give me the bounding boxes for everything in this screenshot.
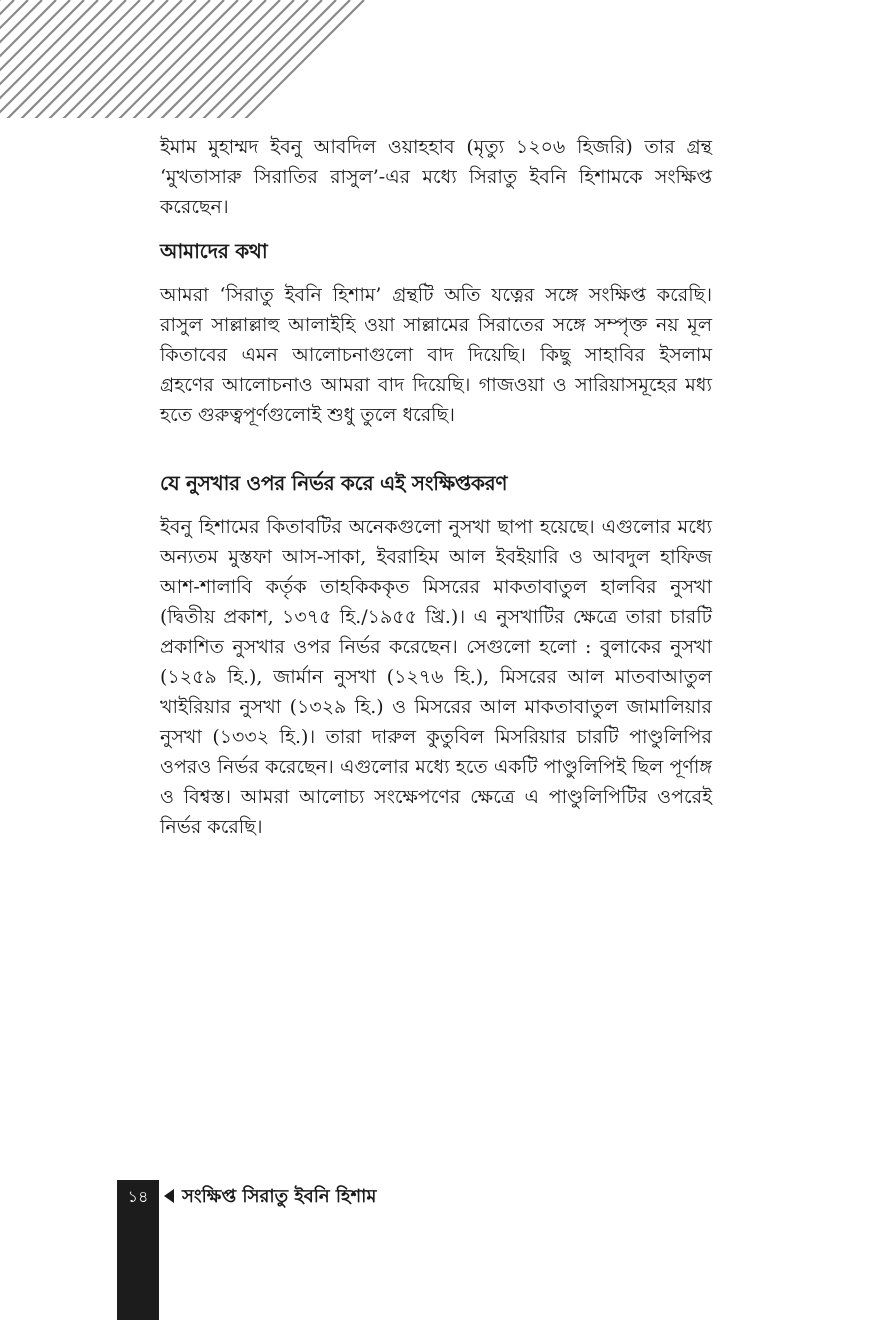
hatch-line bbox=[234, 0, 364, 118]
our-words-paragraph: আমরা ‘সিরাতু ইবনি হিশাম’ গ্রন্থটি অতি যত্নের সঙ্গে সংক্ষিপ্ত করেছি। রাসুল সাল্লাল্লাহু আলাইহি ওয়া সাল্লামের সিরাতের সঙ্গে সম্পৃক্ত নয় মূল কিতাবের এমন আলোচনাগুলো বাদ দিয়েছি। কিছু সাহাবির ইসলাম গ্রহণের আলোচনাও আমরা বাদ দিয়েছি। গাজওয়া ও সারিয়াসমূহের মধ্য হতে গুরুত্বপূর্ণগুলোই শুধু তুলে ধরেছি। bbox=[160, 284, 712, 426]
hatch-line bbox=[164, 0, 294, 118]
hatch-line bbox=[346, 0, 370, 118]
manuscript-paragraph: ইবনু হিশামের কিতাবটির অনেকগুলো নুসখা ছাপা হয়েছে। এগুলোর মধ্যে অন্যতম মুস্তফা আস-সাকা, ইবরাহিম আল ইবইয়ারি ও আবদুল হাফিজ আশ-শালাবি কর্তৃক তাহকিককৃত মিসরের মাকতাবাতুল হালবির নুসখা (দ্বিতীয় প্রকাশ, ১৩৭৫ হি./১৯৫৫ খ্রি.)। এ নুসখাটির ক্ষেত্রে তারা চারটি প্রকাশিত নুসখার ওপর নির্ভর করেছেন। সেগুলো হলো : বুলাকের নুসখা (১২৫৯ হি.), জার্মান নুসখা (১২৭৬ হি.), মিসরের আল মাতবাআতুল খাইরিয়ার নুসখা (১৩২৯ হি.) ও মিসরের আল মাকতাবাতুল জামালিয়ার নুসখা (১৩৩২ হি.)। তারা দারুল কুতুবিল মিসরিয়ার চারটি পাণ্ডুলিপির ওপরও নির্ভর করেছেন। এগুলোর মধ্যে হতে একটি পাণ্ডুলিপিই ছিল পূর্ণাঙ্গ ও বিশ্বস্ত। আমরা আলোচ্য সংক্ষেপণের ক্ষেত্রে এ পাণ্ডুলিপিটির ওপরেই নির্ভর করেছি। bbox=[160, 516, 712, 838]
hatch-line bbox=[0, 0, 98, 118]
hatch-line bbox=[318, 0, 370, 118]
hatch-line bbox=[66, 0, 196, 118]
hatch-line bbox=[122, 0, 252, 118]
intro-paragraph: ইমাম মুহাম্মদ ইবনু আবদিল ওয়াহহাব (মৃত্যু ১২০৬ হিজরি) তার গ্রন্থ ‘মুখতাসারু সিরাতির রাসুল’-এর মধ্যে সিরাতু ইবনি হিশামকে সংক্ষিপ্ত করেছেন। bbox=[160, 136, 712, 218]
page-body bbox=[160, 132, 712, 842]
hatch-line bbox=[178, 0, 308, 118]
hatch-line bbox=[52, 0, 182, 118]
running-title: সংক্ষিপ্ত সিরাতু ইবনি হিশাম bbox=[182, 1186, 377, 1207]
hatch-line bbox=[150, 0, 280, 118]
hatch-line bbox=[304, 0, 370, 118]
hatch-line bbox=[108, 0, 238, 118]
hatch-line bbox=[80, 0, 210, 118]
hatch-line bbox=[94, 0, 224, 118]
hatch-line bbox=[136, 0, 266, 118]
page-number: ১৪ bbox=[127, 1187, 149, 1206]
hatch-line bbox=[248, 0, 370, 118]
section-heading-our-words: আমাদের কথা bbox=[160, 239, 268, 263]
hatch-line bbox=[192, 0, 322, 118]
corner-hatch-decoration bbox=[0, 0, 370, 118]
hatch-line bbox=[24, 0, 154, 118]
hatch-line bbox=[290, 0, 370, 118]
hatch-line bbox=[10, 0, 140, 118]
triangle-left-icon bbox=[164, 1189, 174, 1203]
hatch-line bbox=[0, 0, 126, 118]
hatch-line bbox=[0, 0, 42, 118]
hatch-line bbox=[220, 0, 350, 118]
hatch-line bbox=[360, 0, 370, 118]
hatch-line bbox=[332, 0, 370, 118]
section-heading-manuscript: যে নুসখার ওপর নির্ভর করে এই সংক্ষিপ্তকরণ bbox=[160, 471, 508, 495]
hatch-line bbox=[0, 0, 56, 118]
hatch-line bbox=[206, 0, 336, 118]
hatch-line bbox=[38, 0, 168, 118]
